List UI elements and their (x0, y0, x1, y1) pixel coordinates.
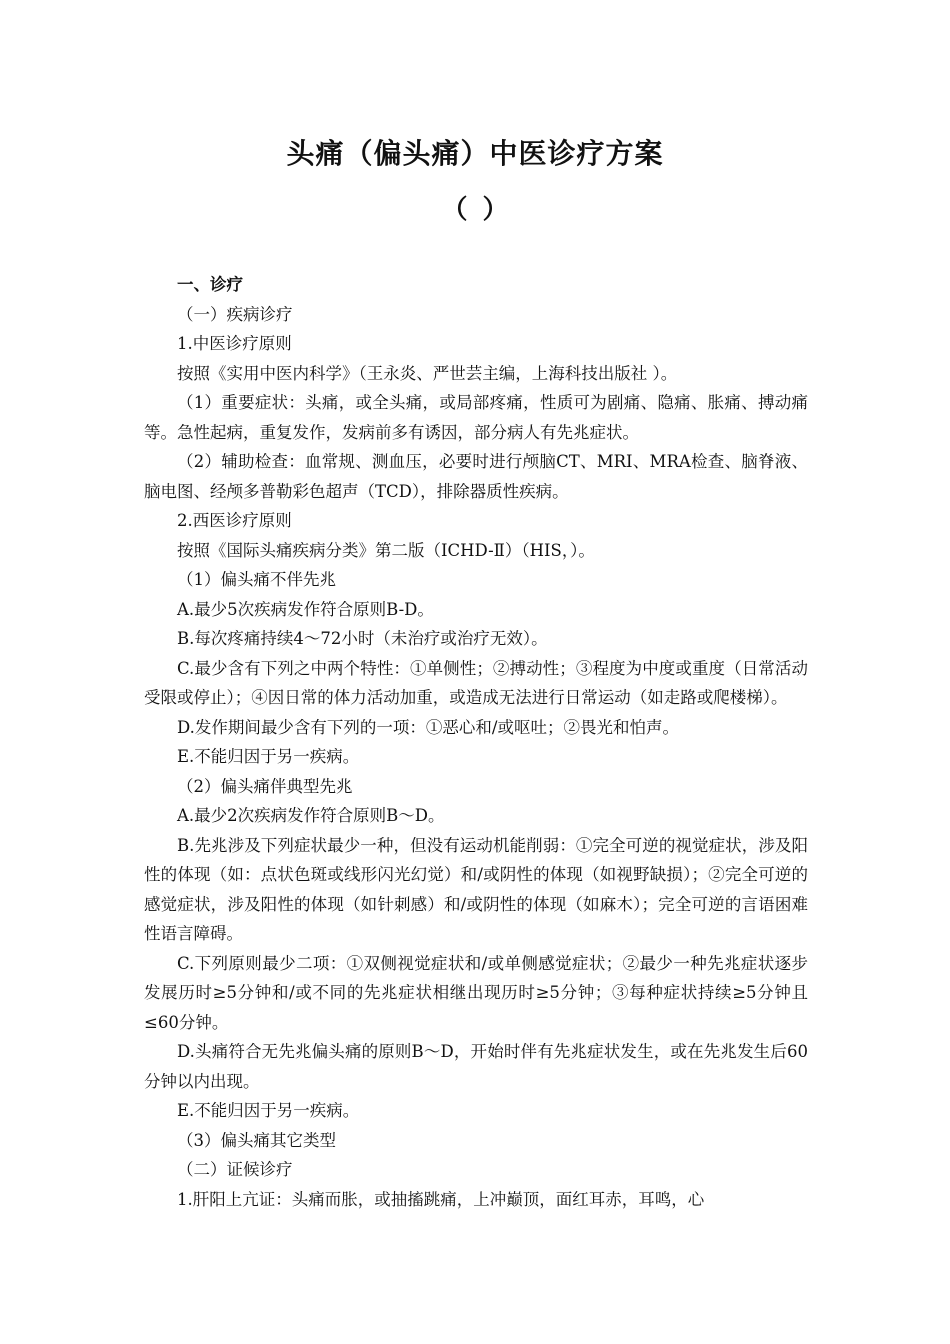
list-item: E.不能归因于另一疾病。 (177, 747, 360, 766)
document-subtitle: （ ） (441, 195, 509, 225)
subsection-heading: （1）偏头痛不伴先兆 (177, 570, 336, 589)
section-heading: 一、诊疗 (177, 275, 243, 294)
paragraph: 按照《国际头痛疾病分类》第二版（ICHD-Ⅱ）（HIS，）。 (177, 540, 595, 560)
subsection-heading: （一）疾病诊疗 (177, 304, 293, 324)
paragraph: 按照《实用中医内科学》（王永炎、严世芸主编，上海科技出版社 ）。 (177, 363, 678, 383)
subsection-heading: （2）偏头痛伴典型先兆 (177, 776, 353, 796)
subsection-heading: 2.西医诊疗原则 (177, 511, 292, 530)
paragraph: （2）辅助检查：血常规、测血压，必要时进行颅脑CT、MRI、MRA检查、脑脊液、脑电图、经颅多普勒彩色超声（TCD），排除器质性疾病。 (144, 452, 808, 501)
subsection-heading: （3）偏头痛其它类型 (177, 1130, 336, 1150)
list-item: C.最少含有下列之中两个特性：①单侧性；②搏动性；③程度为中度或重度（日常活动受限或停止）；④因日常的体力活动加重，或造成无法进行日常运动（如走路或爬楼梯）。 (144, 658, 808, 707)
list-item: D.发作期间最少含有下列的一项：①恶心和/或呕吐；②畏光和怕声。 (177, 717, 679, 737)
subsection-heading: （二）证候诊疗 (177, 1160, 293, 1179)
list-item: A.最少2次疾病发作符合原则B～D。 (177, 806, 445, 825)
list-item: D.头痛符合无先兆偏头痛的原则B～D，开始时伴有先兆症状发生，或在先兆发生后60分钟以内出现。 (144, 1042, 808, 1091)
paragraph: （1）重要症状：头痛，或全头痛，或局部疼痛，性质可为剧痛、隐痛、胀痛、搏动痛等。急性起病，重复发作，发病前多有诱因，部分病人有先兆症状。 (144, 393, 808, 442)
list-item: B.先兆涉及下列症状最少一种，但没有运动机能削弱：①完全可逆的视觉症状，涉及阳性的体现（如：点状色斑或线形闪光幻觉）和/或阴性的体现（如视野缺损）；②完全可逆的感觉症状，涉及阳性的体现（如针刺感）和/或阴性的体现（如麻木）；完全可逆的言语困难性语言障碍。 (144, 835, 808, 943)
subsection-heading: 1.中医诊疗原则 (177, 334, 292, 353)
list-item: E.不能归因于另一疾病。 (177, 1101, 360, 1120)
list-item: B.每次疼痛持续4～72小时（未治疗或治疗无效）。 (177, 629, 548, 648)
list-item: A.最少5次疾病发作符合原则B-D。 (177, 599, 434, 619)
document-body (144, 270, 808, 1214)
document-title: 头痛（偏头痛）中医诊疗方案 (286, 137, 664, 170)
paragraph: 1.肝阳上亢证：头痛而胀，或抽搐跳痛，上冲巅顶，面红耳赤，耳鸣，心 (177, 1189, 705, 1209)
list-item: C.下列原则最少二项：①双侧视觉症状和/或单侧感觉症状；②最少一种先兆症状逐步发展历时≥5分钟和/或不同的先兆症状相继出现历时≥5分钟；③每种症状持续≥5分钟且≤60分钟。 (144, 953, 808, 1032)
